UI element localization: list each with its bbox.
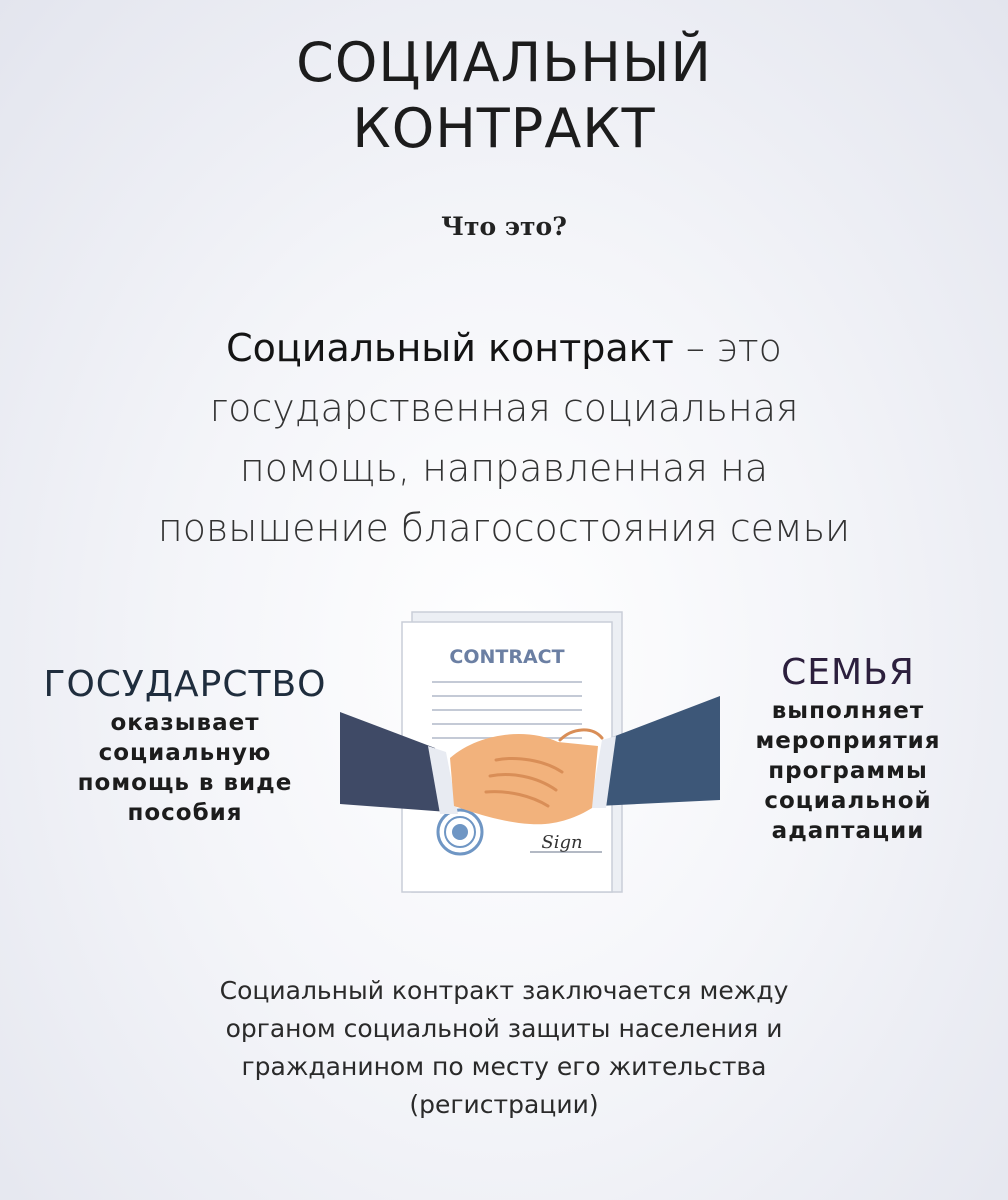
bottom-line-4: (регистрации): [409, 1090, 599, 1119]
seal-icon: [438, 810, 482, 854]
state-line-2: социальную: [98, 740, 272, 766]
signature-text: Sign: [541, 832, 583, 853]
definition-rest: – это: [673, 326, 782, 370]
definition-term: Социальный контракт: [226, 326, 674, 370]
title-line-2: КОНТРАКТ: [352, 97, 656, 160]
handshake-hands: [450, 734, 598, 824]
state-line-1: оказывает: [110, 710, 260, 736]
family-line-1: выполняет: [771, 698, 925, 724]
family-line-3: программы: [768, 758, 928, 784]
family-line-4: социальной: [764, 788, 932, 814]
bottom-line-3: гражданином по месту его жительства: [241, 1052, 767, 1081]
definition-line-2: государственная социальная: [209, 386, 799, 430]
bottom-line-1: Социальный контракт заключается между: [219, 976, 789, 1005]
handshake-contract-icon: [340, 600, 720, 900]
subtitle-question: Что это?: [441, 212, 567, 241]
bottom-line-2: органом социальной защиты населения и: [225, 1014, 783, 1043]
page-title: [0, 30, 1008, 162]
family-description: [718, 696, 978, 846]
state-line-4: пособия: [127, 800, 243, 826]
family-line-5: адаптации: [771, 818, 925, 844]
definition-text: [0, 318, 1008, 558]
family-line-2: мероприятия: [755, 728, 941, 754]
state-description: [30, 708, 340, 828]
state-line-3: помощь в виде: [77, 770, 293, 796]
contract-label: CONTRACT: [449, 646, 565, 668]
bottom-note: [0, 972, 1008, 1124]
definition-line-4: повышение благосостояния семьи: [157, 506, 851, 550]
state-title: ГОСУДАРСТВО: [43, 664, 327, 705]
title-line-1: СОЦИАЛЬНЫЙ: [296, 31, 712, 94]
definition-line-3: помощь, направленная на: [239, 446, 769, 490]
family-title: СЕМЬЯ: [781, 652, 915, 693]
definition-line-1: [0, 318, 1008, 378]
